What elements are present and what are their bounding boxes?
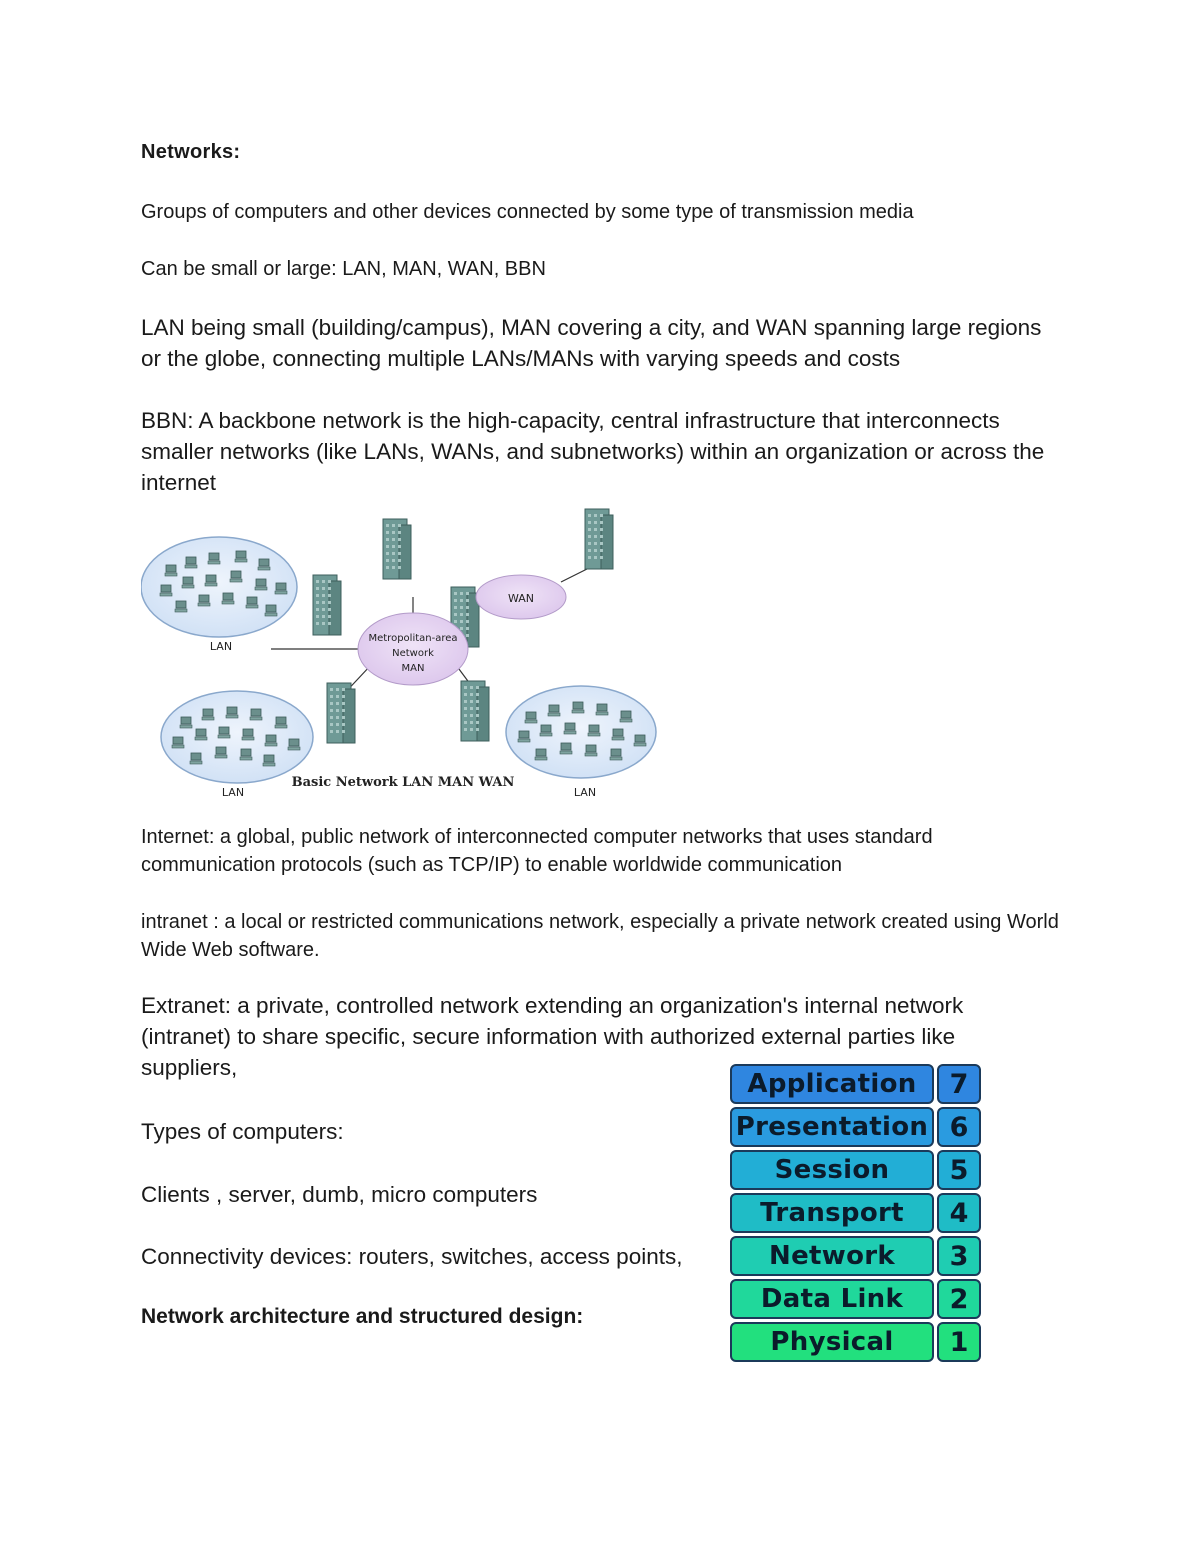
osi-layer-number: 4: [937, 1193, 981, 1233]
man-label-line3: MAN: [401, 663, 425, 674]
building-icon: [313, 575, 341, 635]
definition-paragraph: Groups of computers and other devices connected by some type of transmission media: [141, 201, 914, 223]
man-label-line1: Metropolitan-area: [368, 633, 458, 644]
lan-cloud-top-left: [141, 537, 297, 637]
osi-layer-stack: [730, 1064, 982, 1365]
wan-label: WAN: [507, 592, 535, 605]
osi-layer-row: [730, 1322, 982, 1362]
osi-layer-row: [730, 1279, 982, 1319]
osi-layer-row: [730, 1150, 982, 1190]
osi-layer-row: [730, 1236, 982, 1276]
network-diagram: [141, 497, 681, 807]
sizes-paragraph: Can be small or large: LAN, MAN, WAN, BBN: [141, 258, 546, 280]
osi-layer-number: 7: [937, 1064, 981, 1104]
osi-layer-name: Application: [730, 1064, 934, 1104]
building-icon: [461, 681, 489, 741]
osi-layer-name: Physical: [730, 1322, 934, 1362]
building-icon: [383, 519, 411, 579]
internet-paragraph: Internet: a global, public network of interconnected computer networks that uses standard communication protocols (such as TCP/IP) to enable worldwide communication: [141, 826, 933, 876]
building-icon: [585, 509, 613, 569]
lan-label-top: LAN: [209, 640, 233, 653]
lan-man-wan-paragraph: LAN being small (building/campus), MAN covering a city, and WAN spanning large regions or the globe, connecting multiple LANs/MANs with varying speeds and costs: [141, 315, 1042, 371]
osi-layer-name: Presentation: [730, 1107, 934, 1147]
architecture-heading: Network architecture and structured design:: [141, 1305, 584, 1328]
osi-layer-number: 3: [937, 1236, 981, 1276]
osi-layer-name: Network: [730, 1236, 934, 1276]
bbn-paragraph: BBN: A backbone network is the high-capacity, central infrastructure that interconnects smaller networks (like LANs, WANs, and subnetworks) within an organization or across the internet: [141, 408, 1045, 495]
osi-layer-name: Data Link: [730, 1279, 934, 1319]
lan-label-bottom-right: LAN: [573, 786, 597, 799]
lan-cloud-bottom-left: [161, 691, 313, 783]
osi-layer-row: [730, 1064, 982, 1104]
diagram-caption: Basic Network LAN MAN WAN: [291, 775, 515, 790]
osi-layer-number: 1: [937, 1322, 981, 1362]
osi-layer-row: [730, 1107, 982, 1147]
man-label-line2: Network: [392, 648, 434, 659]
types-of-computers-paragraph: Types of computers:: [141, 1119, 344, 1144]
building-icon: [327, 683, 355, 743]
intranet-paragraph: intranet : a local or restricted communications network, especially a private network created using World Wide Web software.: [141, 911, 1059, 961]
osi-layer-number: 6: [937, 1107, 981, 1147]
connectivity-devices-paragraph: Connectivity devices: routers, switches, access points,: [141, 1244, 683, 1269]
extranet-paragraph: Extranet: a private, controlled network extending an organization's internal network (intranet) to share specific, secure information with authorized external parties like suppliers,: [141, 993, 964, 1080]
osi-layer-number: 2: [937, 1279, 981, 1319]
osi-layer-name: Transport: [730, 1193, 934, 1233]
lan-cloud-bottom-right: [506, 686, 656, 778]
osi-layer-name: Session: [730, 1150, 934, 1190]
osi-layer-row: [730, 1193, 982, 1233]
osi-layer-number: 5: [937, 1150, 981, 1190]
lan-label-bottom-left: LAN: [221, 786, 245, 799]
clients-paragraph: Clients , server, dumb, micro computers: [141, 1182, 538, 1207]
page-heading: Networks:: [141, 141, 241, 163]
